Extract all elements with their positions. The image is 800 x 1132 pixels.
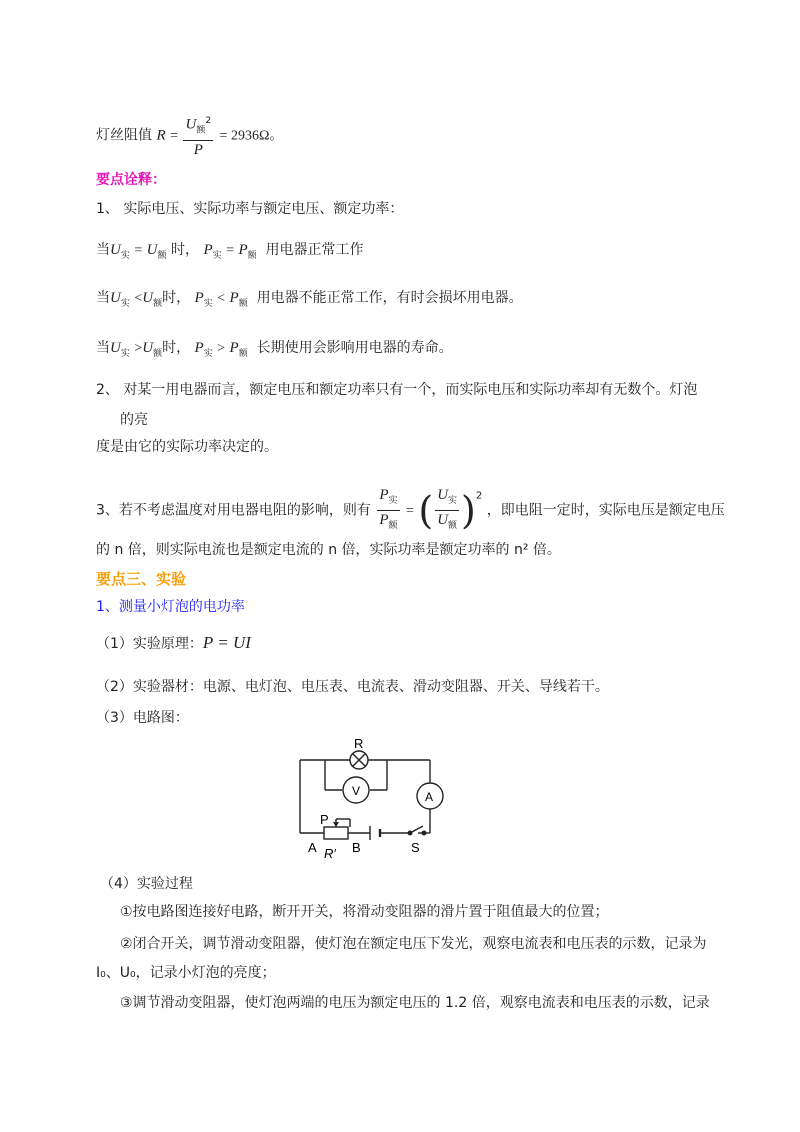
voltmeter-label: V xyxy=(352,784,361,798)
cond-lt-op1: < xyxy=(134,291,143,306)
item-3-suffix: ，即电阻一定时，实际电压是额定电压 xyxy=(486,502,725,519)
item-3-line-2: 的 n 倍，则实际电流也是额定电流的 n 倍，实际功率是额定功率的 n² 倍。 xyxy=(96,542,561,558)
cond-lt-u2: U xyxy=(142,290,154,306)
item-2-line-1: 2、 对某一用电器而言，额定电压和额定功率只有一个，而实际电压和实际功率却有无数个。灯泡 xyxy=(96,382,698,398)
process-label: （4）实验过程 xyxy=(100,876,193,892)
ammeter-label: A xyxy=(425,790,434,804)
step-3: ③调节滑动变阻器，使灯泡两端的电压为额定电压的 1.2 倍，观察电流表和电压表的示数，记录 xyxy=(120,995,710,1011)
condition-equal xyxy=(96,240,364,266)
cond-lt-tail: 用电器不能正常工作，有时会损坏用电器。 xyxy=(256,290,523,306)
u-exponent: 2 xyxy=(205,116,212,126)
ratio-u-rated: U xyxy=(437,512,449,528)
ratio-u-actual: U xyxy=(437,487,449,503)
item-3-prefix: 3、若不考虑温度对用电器电阻的影响，则有 xyxy=(96,502,371,519)
measure-subheading: 1、测量小灯泡的电功率 xyxy=(96,599,245,615)
cond-gt-time: 时， xyxy=(162,340,191,356)
cond-lt-p1: P xyxy=(194,290,204,306)
cond-eq-p2: P xyxy=(238,242,248,258)
experiment-heading: 要点三、实验 xyxy=(96,570,187,588)
step-2-line-1: ②闭合开关，调节滑动变阻器，使灯泡在额定电压下发光，观察电流表和电压表的示数，记录为 xyxy=(120,936,707,952)
u-subscript: 额 xyxy=(196,125,206,136)
cond-lt-p2: P xyxy=(229,290,239,306)
item-2-line-3: 度是由它的实际功率决定的。 xyxy=(96,439,278,455)
resistance-line: 灯丝阻值 R = $\frac{U_额^2}{P}$ = 2936Ω。 xyxy=(96,112,283,159)
cond-eq-sub3: 实 xyxy=(212,251,222,261)
equipment-line: （2）实验器材：电源、电灯泡、电压表、电流表、滑动变阻器、开关、导线若干。 xyxy=(96,679,609,695)
rheostat-symbol xyxy=(324,827,348,839)
cond-gt-op1: > xyxy=(134,341,143,356)
cond-lt-sub4: 额 xyxy=(238,299,248,309)
resistance-tail: 。 xyxy=(269,127,284,144)
circuit-diagram xyxy=(290,728,460,863)
cond-eq-op1: = xyxy=(134,243,143,258)
ratio-u-rated-sub: 额 xyxy=(448,521,458,531)
resistance-symbol: R xyxy=(156,127,166,144)
cond-lt-op2: < xyxy=(217,291,226,306)
cond-eq-sub1: 实 xyxy=(120,251,130,261)
rheostat-end-a-label: A xyxy=(308,840,317,855)
u-symbol: U xyxy=(185,116,197,133)
cond-eq-sub2: 额 xyxy=(157,251,167,261)
cond-gt-when: 当 xyxy=(96,340,110,356)
p-symbol: P xyxy=(193,141,203,158)
ratio-exponent: 2 xyxy=(475,490,483,502)
cond-eq-sub4: 额 xyxy=(247,251,257,261)
switch-blade xyxy=(410,826,423,833)
cond-gt-u2: U xyxy=(142,340,154,356)
ratio-p-actual: P xyxy=(379,487,389,503)
ratio-p-rated: P xyxy=(379,512,389,528)
condition-less xyxy=(96,288,523,314)
ratio-u-actual-sub: 实 xyxy=(448,496,458,506)
condition-greater xyxy=(96,338,453,364)
power-ratio-fraction xyxy=(377,486,399,535)
step-1: ①按电路图连接好电路，断开开关，将滑动变阻器的滑片置于阻值最大的位置； xyxy=(120,904,609,920)
cond-eq-when: 当 xyxy=(96,242,110,258)
cond-lt-u1: U xyxy=(110,290,121,306)
ratio-p-rated-sub: 额 xyxy=(388,521,398,531)
cond-lt-sub3: 实 xyxy=(203,299,213,309)
resistance-prefix: 灯丝阻值 xyxy=(96,127,152,144)
circuit-label: （3）电路图： xyxy=(96,710,189,726)
slider-arrow xyxy=(333,822,339,827)
cond-gt-op2: > xyxy=(217,341,226,356)
cond-eq-p1: P xyxy=(203,242,213,258)
switch-label: S xyxy=(411,840,420,855)
slider-label: P xyxy=(320,812,329,827)
cond-lt-when: 当 xyxy=(96,290,110,306)
cond-eq-tail: 用电器正常工作 xyxy=(265,242,364,258)
key-points-heading: 要点诠释： xyxy=(96,172,166,188)
cond-gt-p2: P xyxy=(229,340,239,356)
principle-line xyxy=(96,633,251,654)
resistance-fraction xyxy=(183,112,213,159)
ratio-p-actual-sub: 实 xyxy=(388,496,398,506)
cond-gt-p1: P xyxy=(194,340,204,356)
cond-gt-sub1: 实 xyxy=(120,349,130,359)
item-1: 1、 实际电压、实际功率与额定电压、额定功率： xyxy=(96,201,404,217)
cond-eq-op2: = xyxy=(226,243,234,258)
step-2-line-2: I₀、U₀，记录小灯泡的亮度； xyxy=(96,965,276,981)
rheostat-end-b-label: B xyxy=(352,840,361,855)
cond-gt-sub4: 额 xyxy=(238,349,248,359)
item-2-line-2: 的亮 xyxy=(120,412,148,428)
resistance-result: 2936Ω xyxy=(230,128,270,144)
principle-formula: P = UI xyxy=(202,633,251,652)
lamp-label: R xyxy=(354,736,364,751)
cond-gt-u1: U xyxy=(110,340,121,356)
cond-gt-tail: 长期使用会影响用电器的寿命。 xyxy=(256,340,453,356)
cond-eq-u1: U xyxy=(110,242,121,258)
switch-contact-right xyxy=(422,831,426,835)
cond-lt-sub2: 额 xyxy=(153,299,163,309)
cond-gt-sub2: 额 xyxy=(153,349,163,359)
cond-eq-time: 时， xyxy=(170,242,199,258)
voltage-ratio-fraction xyxy=(435,486,459,535)
principle-label: （1）实验原理： xyxy=(96,636,203,652)
rheostat-label: R′ xyxy=(324,846,336,861)
cond-eq-u2: U xyxy=(146,242,158,258)
cond-gt-sub3: 实 xyxy=(203,349,213,359)
cond-lt-time: 时， xyxy=(162,290,191,306)
item-3: 3、若不考虑温度对用电器电阻的影响，则有 $\frac{P_实}{P_额}$ = ( $\frac{U_实}{U_额}$ )$^2$ ，即电阻一定时，实际电压是额定电压 xyxy=(96,486,725,535)
cond-lt-sub1: 实 xyxy=(120,299,130,309)
